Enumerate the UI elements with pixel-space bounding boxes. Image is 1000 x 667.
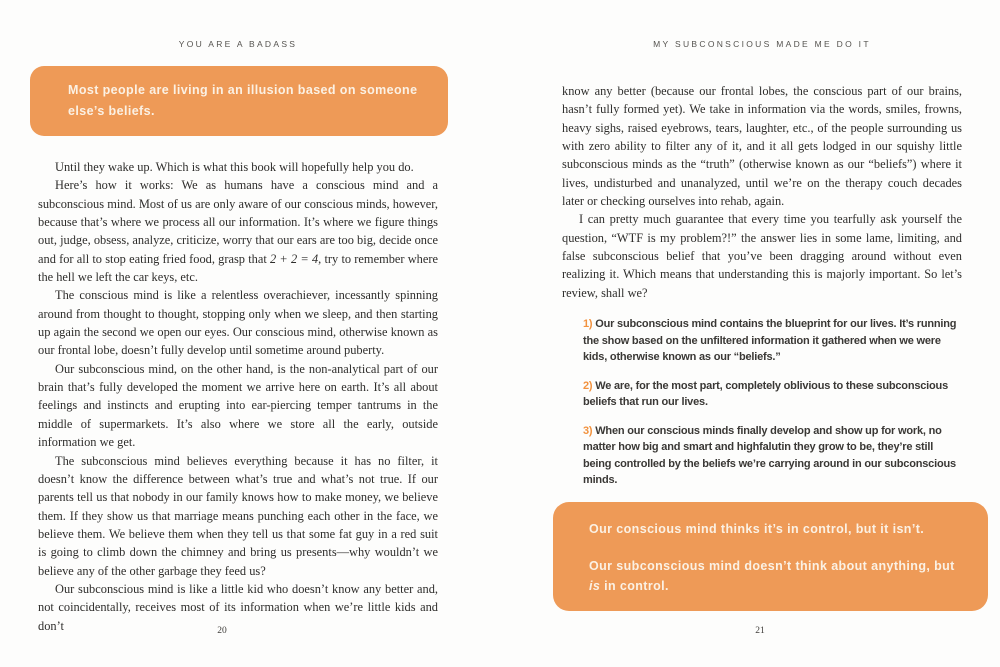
paragraph xyxy=(38,176,438,286)
paragraph xyxy=(589,519,960,539)
paragraph xyxy=(38,452,438,580)
text-segment: Our conscious mind thinks it’s in control, but it isn’t. xyxy=(589,521,925,536)
paragraph xyxy=(38,158,438,176)
numbered-list-item xyxy=(583,378,962,411)
list-item-text: We are, for the most part, completely oblivious to these subconscious beliefs that run our lives. xyxy=(583,379,948,409)
text-segment: Our subconscious mind, on the other hand, is the non-analytical part of our brain that’s fully developed the moment we arrive here on earth. It’s all about feelings and instincts and erupting into ear-piercing temper tantrums in the middle of supermarkets. It’s also where we store all the early, outside information we get. xyxy=(38,361,438,450)
paragraph xyxy=(68,80,426,122)
paragraph xyxy=(589,556,960,596)
text-segment: , try to remember where the hell we left the car keys, etc. xyxy=(38,251,439,285)
numbered-list-item xyxy=(583,316,962,366)
right-page-body-text xyxy=(562,82,962,302)
left-callout-box xyxy=(30,66,448,136)
paragraph xyxy=(38,286,438,359)
right-running-header: MY SUBCONSCIOUS MADE ME DO IT xyxy=(653,39,871,49)
text-segment: Our subconscious mind is like a little kid who doesn’t know any better and, not coincidentally, receives most of its information when we’re little kids and don’t xyxy=(38,581,438,633)
text-segment: in control. xyxy=(600,578,669,593)
paragraph xyxy=(562,210,962,302)
text-segment: I can pretty much guarantee that every time you tearfully ask yourself the question, “WTF is my problem?!” the answer lies in some lame, limiting, and false subconscious belief that you’ve been dragging around without even realizing it. Which means that understanding this is majorly important. So let’s review, shall we? xyxy=(562,212,962,300)
list-item-text: When our conscious minds finally develop and show up for work, no matter how big and smart and highfalutin they grow to be, they’re still being controlled by the beliefs we’re carrying around in our subconscious minds. xyxy=(583,424,956,487)
text-segment: Here’s how it works: We as humans have a conscious mind and a subconscious mind. Most of us are only aware of our conscious minds, however, because that’s where we process all our information. It’s where we figure things out, judge, obsess, analyze, criticize, worry that our ears are too big, decide once and for all to stop eating fried food, grasp that xyxy=(38,178,438,266)
left-running-header: YOU ARE A BADASS xyxy=(178,39,298,49)
italic-text: is xyxy=(589,578,601,593)
left-page-number: 20 xyxy=(217,626,227,636)
list-item-number: 2) xyxy=(583,379,596,392)
paragraph xyxy=(38,360,438,452)
list-item-number: 3) xyxy=(583,424,596,437)
right-page-number: 21 xyxy=(755,626,765,636)
numbered-list-item xyxy=(583,423,962,489)
italic-text: 2 + 2 = 4 xyxy=(270,251,319,266)
text-segment: know any better (because our frontal lobes, the conscious part of our brains, hasn’t fully formed yet). We take in information via the words, smiles, frowns, heavy sighs, raised eyebrows, tears, laughter, etc., of the people surrounding us with zero ability to filter any of it, and it all gets lodged in our squishy little subconscious minds as the “truth” (otherwise known as our “beliefs”) where it lives, undisturbed and unanalyzed, until we’re on the therapy couch decades later or checking ourselves into rehab, again. xyxy=(562,84,962,209)
numbered-list xyxy=(583,316,962,489)
text-segment: Most people are living in an illusion based on someone else’s beliefs. xyxy=(68,83,418,118)
list-item-text: Our subconscious mind contains the blueprint for our lives. It’s running the show based on the unfiltered information it gathered when we were kids, otherwise known as our “beliefs.” xyxy=(583,318,957,364)
left-page-body-text xyxy=(38,158,438,635)
text-segment: Until they wake up. Which is what this book will hopefully help you do. xyxy=(55,160,414,174)
text-segment: Our subconscious mind doesn’t think about anything, but xyxy=(589,558,955,573)
right-page-column xyxy=(553,82,988,611)
paragraph xyxy=(562,82,962,210)
text-segment: The conscious mind is like a relentless overachiever, incessantly spinning around from thought to thought, stopping only when we sleep, and then starting up again the second we open our eyes. Our conscious mind, otherwise known as our frontal lobe, doesn’t fully develop until sometime around puberty. xyxy=(38,288,438,358)
text-segment: The subconscious mind believes everything because it has no filter, it doesn’t know the difference between what’s true and what’s not true. If our parents tell us that nobody in our family knows how to make money, we believe them. If they show us that marriage means punching each other in the face, we believe them. We believe them when they tell us that some fat guy in a red suit is going to climb down the chimney and bring us presents—why wouldn’t we believe any of the other garbage they feed us? xyxy=(38,453,438,578)
list-item-number: 1) xyxy=(583,318,596,331)
right-callout-box xyxy=(553,502,988,611)
